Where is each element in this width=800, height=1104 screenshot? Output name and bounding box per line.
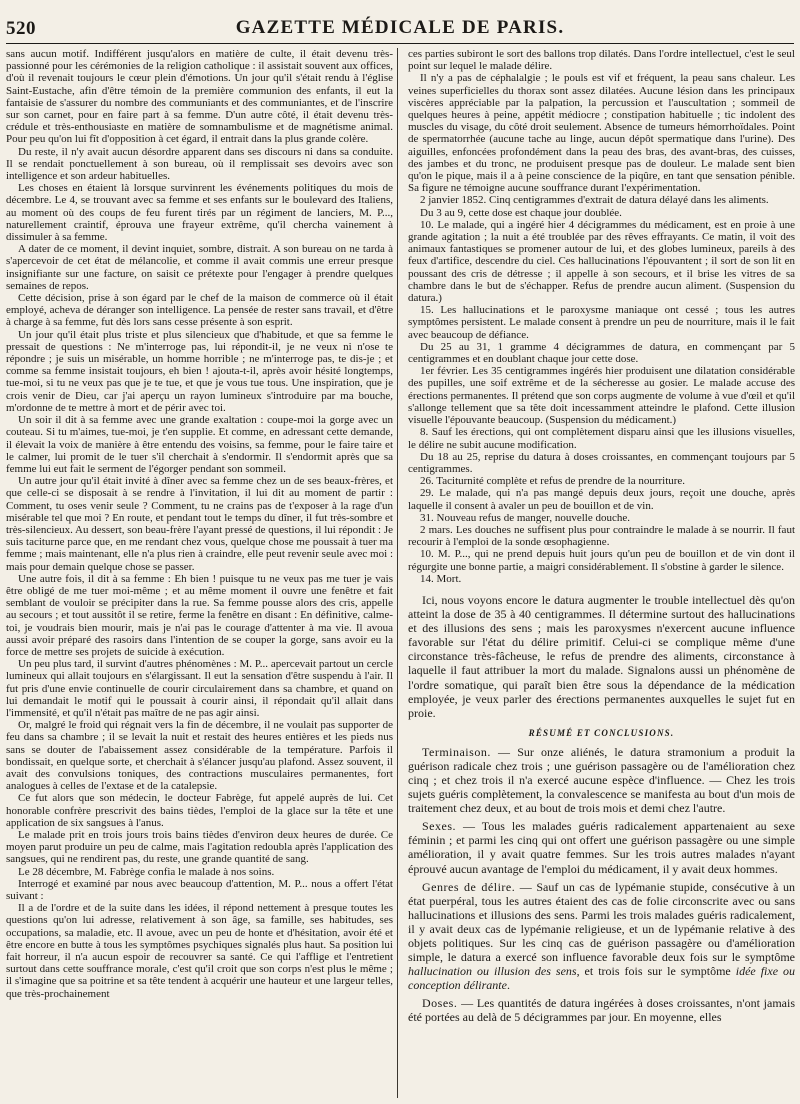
page-header — [0, 0, 800, 44]
case-entry: 10. M. P..., qui ne prend depuis huit jours qu'un peu de bouillon et de vin dont il régurgite une bonne partie, a maigri considérablement. Il s'obstine à garder le silence. — [408, 548, 795, 573]
case-entry: Du 25 au 31, 1 gramme 4 décigrammes de datura, en commençant par 5 centigrammes et en doublant chaque jour cette dose. — [408, 340, 795, 366]
paragraph: A dater de ce moment, il devint inquiet, sombre, distrait. A son bureau on ne tarda à s'apercevoir de cet état de mélancolie, et comme il avait commis une erreur presque insignifiante sur une facture, on saisit ce prétexte pour l'engager à prendre quelques semaines de repos. — [6, 243, 393, 292]
paragraph: Un peu plus tard, il survint d'autres phénomènes : M. P... apercevait partout un cercle lumineux qui allait toujours en s'élargissant. Il eut la sensation d'être suspendu à l'air. Il fut pris d'une envie continuelle de courir circulairement dans sa chambre, et quand on lui demandait le motif qui le poussait à courir ainsi, il répondait qu'il allait dans l'immensité, et qu'il n'était pas maître de ne pas agir ainsi. — [6, 658, 393, 719]
paragraph: Une autre fois, il dit à sa femme : Eh bien ! puisque tu ne veux pas me tuer je vais être obligé de me tuer moi-même ; et au même moment il ouvre une fenêtre et fait semblant de vouloir se précipiter dans la rue. Sa femme pousse alors des cris, appelle au secours ; et tout aussitôt il se retire, ferme la fenêtre en disant : En définitive, calme-toi, je voudrais bien mourir, mais je n'ai pas le courage d'attenter à ma vie. Il avoua aussi avoir préparé des rasoirs dans l'intention de se couper la gorge, sans avoir eu la force de mettre ses projets de suicide à exécution. — [6, 572, 393, 658]
paragraph: Un soir il dit à sa femme avec une grande exaltation : coupe-moi la gorge avec un couteau. Si tu m'aimes, tue-moi, je t'en supplie. Et comme, en adressant cette demande, il élevait la voix de manière à être entendu des voisins, sa femme, pour le faire taire et le calmer, lui promit de le tuer s'il cherchait à s'endormir. Il s'endormit après que sa femme lui eut fait le serment de l'égorger pendant son sommeil. — [6, 414, 393, 475]
paragraph: Un jour qu'il était plus triste et plus silencieux que d'habitude, et que sa femme le pressait de questions : Ne m'interroge pas, lui répondit-il, je ne veux ni n'ose te répondre ; je suis un misérable, un homme horrible ; ne m'interroge pas, te dis-je ; et comme sa femme insistait toujours, eh bien ! ajouta-t-il, après avoir hésité longtemps, tue-moi, si tu ne veux pas que je te tue, et que je vous tue tous. Une inspiration, que je crois venir de Dieu, car j'ai aperçu un rayon lumineux s'introduire par ma bouche, m'ordonne de te mettre à mort et de périr avec toi. — [6, 328, 393, 414]
page-number: 520 — [6, 18, 36, 39]
right-column — [408, 48, 795, 1100]
case-entry: 10. Le malade, qui a ingéré hier 4 décigrammes du médicament, est en proie à une grande agitation ; la nuit a été troublée par des rêves effrayants. Ce matin, il voit des animaux fantastiques se promener autour de lui, et des globes lumineux, pareils à des feux d'artifice, descendre du ciel. Ces hallucinations l'épouvantent ; il sort de son lit en poussant des cris de détresse ; il appelle à son secours, et il brise les vitres de sa chambre dans le but de s'échapper. Refus de prendre aucun aliment. (Suspension du datura.) — [408, 218, 795, 305]
journal-title: GAZETTE MÉDICALE DE PARIS. — [235, 17, 565, 38]
case-entry: Du 3 au 9, cette dose est chaque jour doublée. — [420, 206, 622, 219]
run-in-heading: Genres de délire. — [422, 879, 516, 894]
commentary-paragraph: Ici, nous voyons encore le datura augmenter le trouble intellectuel dès qu'on atteint la dose de 35 à 40 centigrammes. Il détermine surtout des hallucinations et des illusions des sens ; mais les paroxysmes n'exercent aucune influence favorable sur l'état du délire primitif. Celui-ci se complique même d'une circonstance très-fâcheuse, le refus de prendre des aliments, circonstance à laquelle il faut attribuer la mort du malade. Signalons aussi un phénomène de l'ordre somatique, qui paraît bien être sous la dépendance de la médication employée, je veux parler des érections permanentes auxquelles le sujet fut en proie. — [408, 592, 795, 720]
paragraph: Interrogé et examiné par nous avec beaucoup d'attention, M. P... nous a offert l'état suivant : — [6, 877, 393, 903]
section-heading: RÉSUMÉ ET CONCLUSIONS. — [528, 727, 675, 738]
case-entry: 8. Sauf les érections, qui ont complètement disparu ainsi que les illusions visuelles, le délire ne subit aucune modification. — [408, 426, 795, 451]
run-in-heading: Sexes. — [422, 819, 456, 834]
paragraph: Il a de l'ordre et de la suite dans les idées, il répond nettement à presque toutes les questions qu'on lui adresse, relativement à son âge, sa famille, ses habitudes, ses occupations, sa maladie, etc. Il avoue, avec un peu de honte et d'hésitation, avoir été et être encore en butte à tous les symptômes psychiques signalés plus haut. Sa position lui fait horreur, il n'a aucun espoir de recouvrer sa santé. Ce qui l'afflige et l'entretient surtout dans cette souffrance morale, c'est qu'il croit que son corps n'est plus le même ; il s'imagine que sa poitrine et sa tête tendent à acquérir une hauteur et une largeur telles, que très-prochainement — [6, 902, 393, 1000]
paragraph: Il n'y a pas de céphalalgie ; le pouls est vif et fréquent, la peau sans chaleur. Les veines superficielles du thorax sont assez dilatées. Aucune lésion dans les principaux viscères appréciable par la palpation, la percussion et l'auscultation ; sommeil de quelques heures à peine, appétit médiocre ; constipation habituelle ; tic indolent des muscles du visage, du côté droit seulement. Absence de tumeurs hémorrhoïdales. Point de spermatorrhée (aucune tache au linge, aucun dépôt spermatique dans l'urine). Des aiguilles, enfoncées profondément dans la peau des bras, des avant-bras, des cuisses, des jambes et du tronc, ne produisent presque pas de douleur. Le malade sent bien qu'on le pique, mais il a à peine conscience de la piqûre, en tant que sensation pénible. Sa figure ne témoigne aucune souffrance durant l'expérimentation. — [408, 72, 795, 195]
case-entry: 29. Le malade, qui n'a pas mangé depuis deux jours, reçoit une douche, après laquelle il consent à avaler un peu de bouillon et de vin. — [408, 487, 795, 512]
header-rule — [6, 43, 794, 44]
case-entry: Du 18 au 25, reprise du datura à doses croissantes, en commençant toujours par 5 centigrammes. — [408, 450, 795, 475]
case-entry: 31. Nouveau refus de manger, nouvelle douche. — [420, 511, 631, 524]
conclusion-terminaison: Terminaison. — Sur onze aliénés, le datura stramonium a produit la guérison radicale chez trois ; une guérison passagère ou de l'amélioration chez cinq ; et chez trois il n'a exercé aucune espèce d'influence. — Chez les trois sujets guéris complètement, la convalescence se manifesta au bout d'un mois de traitement chez deux, et au bout de trois mois et demi chez l'autre. — [408, 744, 795, 816]
case-entry: 2 mars. Les douches ne suffisent plus pour contraindre le malade à se nourrir. Il faut recourir à l'emploi de la sonde œsophagienne. — [408, 523, 795, 549]
column-divider — [397, 48, 398, 1098]
paragraph: Un autre jour qu'il était invité à dîner avec sa femme chez un de ses beaux-frères, et que celle-ci se disposait à se rendre à l'invitation, il lui dit au moment de partir : Comment, tu oses venir seule ? Comment, tu ne crains pas de t'exposer à la rage d'un misérable tel que moi ? En route, et pendant tout le temps du dîner, il fut très-sombre et très-silencieux. Au dessert, son beau-frère l'ayant pressé de questions, il lui répondit : Je suis taciturne parce que, en me rendant chez vous, quelque chose me poussait à tuer ma femme ; mais maintenant, elle n'a plus rien à craindre, elle peut revenir seule avec moi : mais pour demain quelque chose se passer. — [6, 475, 393, 573]
case-entry: 14. Mort. — [420, 572, 462, 585]
case-entry: 15. Les hallucinations et le paroxysme maniaque ont cessé ; tous les autres symptômes persistent. Le malade consent à prendre un peu de nourriture, mais il le fait avec beaucoup de défiance. — [408, 304, 795, 341]
paragraph: Les choses en étaient là lorsque survinrent les événements politiques du mois de décembre. Le 4, se trouvant avec sa femme et ses enfants sur le boulevard des Italiens, au moment où des coups de feu furent tirés par un régiment de lanciers, M. P..., naturellement craintif, éprouva une frayeur extrême, qu'il chercha vainement à dissimuler à sa femme. — [6, 182, 393, 244]
conclusion-doses: Doses. — Les quantités de datura ingérées à doses croissantes, n'ont jamais été portées au delà de 5 décigrammes par jour. En moyenne, elles — [408, 996, 795, 1025]
case-entry: 26. Taciturnité complète et refus de prendre de la nourriture. — [420, 475, 686, 488]
paragraph: Ce fut alors que son médecin, le docteur Fabrège, fut appelé auprès de lui. Cet honorable confrère prescrivit des bains tièdes, l'emploi de la glace sur la tête et une application de six sangsues à l'anus. — [6, 792, 393, 829]
paragraph: Or, malgré le froid qui régnait vers la fin de décembre, il ne voulait pas supporter de feu dans sa chambre ; il se levait la nuit et restait des heures entières et les pieds nus sans se douter de l'abaissement assez considérable de la température. Parfois il bondissait, en quelque sorte, et cherchait à s'élancer jusqu'au plafond. Assez souvent, il avait des convulsions toniques, des contractions musculaires permanentes, fort analogues à celles de l'extase et de la catalepsie. — [6, 719, 393, 793]
paragraph: ces parties subiront le sort des ballons trop dilatés. Dans l'ordre intellectuel, c'est le seul point sur lequel le malade délire. — [408, 48, 795, 73]
run-in-heading: Terminaison. — [422, 744, 491, 759]
paragraph: Le malade prit en trois jours trois bains tièdes d'environ deux heures de durée. Ce moyen parut produire un peu de calme, mais l'agitation redoubla après l'application des sangsues, qui ne rendirent pas, du reste, une grande quantité de sang. — [6, 829, 393, 866]
paragraph: Cette décision, prise à son égard par le chef de la maison de commerce où il était employé, acheva de déranger son intelligence. La pensée de rester sans travail, et d'être à charge à sa femme, fut dès lors sans cesse présente à son esprit. — [6, 292, 393, 329]
conclusion-genres: Genres de délire. — Sauf un cas de lypémanie stupide, consécutive à un état puerpéral, tous les autres étaient des cas de folie circonscrite avec ou sans hallucinations et illusions des sens. Parmi les trois malades guéris radicalement, il y avait deux cas de lypémanie religieuse, et un de lypémanie relative à des objets politiques. Sur les cinq cas de guérison passagère ou d'amélioration simple, le datura a exercé son influence favorable deux fois sur le symptôme hallucination ou illusion des sens, et trois fois sur le symptôme idée fixe ou conception délirante. — [408, 879, 795, 993]
paragraph: sans aucun motif. Indifférent jusqu'alors en matière de culte, il était devenu très-passionné pour les cérémonies de la religion catholique : il assistait souvent aux offices, d'où il revenait toujours le cœur plein d'émotions. Un jour qu'il s'était rendu à l'église Saint-Eustache, afin d'être témoin de la première communion des enfants, il eut la fantaisie de s'assurer du nombre des communiants et des communiantes, et de l'inscrire sur son carnet, pour en faire part à sa femme. D'un autre côté, il était devenu très-crédule et très-enthousiaste en matière de somnambulisme et de magnétisme animal. Pour peu qu'on lui fît d'opposition à cet égard, il entrait dans la plus grande colère. — [6, 48, 393, 146]
paragraph: Du reste, il n'y avait aucun désordre apparent dans ses discours ni dans sa conduite. Il se rendait ponctuellement à son bureau, où il remplissait ses devoirs avec son intelligence et son ardeur habituelles. — [6, 145, 393, 183]
paragraph: Le 28 décembre, M. Fabrège confia le malade à nos soins. — [18, 865, 275, 878]
conclusion-sexes: Sexes. — Tous les malades guéris radicalement appartenaient au sexe féminin ; et parmi les cinq qui ont offert une guérison passagère ou une simple amélioration, il y avait quatre femmes. Sur les trois autres malades n'ayant éprouvé aucun avantage de l'emploi du médicament, il y avait deux hommes. — [408, 819, 795, 876]
run-in-heading: Doses. — [422, 996, 458, 1011]
left-column — [6, 48, 393, 1100]
case-entry: 1er février. Les 35 centigrammes ingérés hier produisent une dilatation considérable des pupilles, une soif extrême et de la sécheresse au gosier. Le malade accuse des érections permanentes. Il prétend que son corps augmente de volume à vue d'œil et qu'il s'allonge tellement que sa tête doit incessamment atteindre le plafond. Cette illusion visuelle l'épouvante beaucoup. (Suspension du médicament.) — [408, 365, 795, 427]
case-entry: 2 janvier 1852. Cinq centigrammes d'extrait de datura délayé dans les aliments. — [420, 194, 769, 207]
